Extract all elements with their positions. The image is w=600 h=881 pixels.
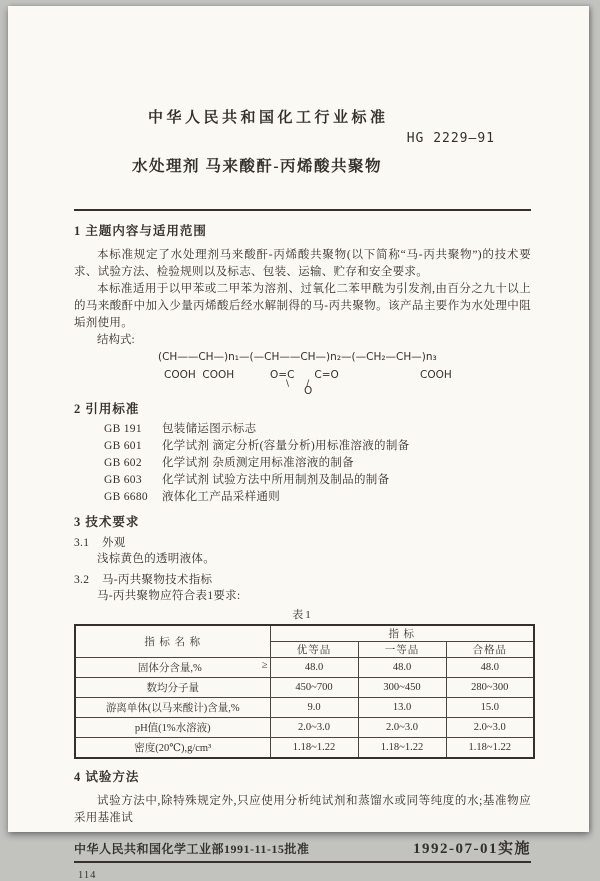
row-indicator-name <box>75 738 270 758</box>
cell-value: 1.18~1.22 <box>270 738 358 758</box>
cell-value: 15.0 <box>446 698 534 718</box>
indicator-label: 数均分子量 <box>146 683 199 694</box>
standard-code: HG 2229—91 <box>406 131 495 146</box>
cell-value: 13.0 <box>358 698 446 718</box>
cell-value: 1.18~1.22 <box>358 738 446 758</box>
cell-value: 9.0 <box>270 698 358 718</box>
cell-value: 48.0 <box>358 658 446 678</box>
cell-value: 48.0 <box>270 658 358 678</box>
cell-value: 48.0 <box>446 658 534 678</box>
section-1-paragraph-1: 本标准规定了水处理剂马来酸酐-丙烯酸共聚物(以下简称“马-丙共聚物”)的技术要求、试验方法、检验规则以及标志、包装、运输、贮存和安全要求。 <box>74 249 531 278</box>
gb-code: GB 603 <box>104 474 142 486</box>
indicator-operator: ≥ <box>261 660 268 671</box>
approval-statement: 中华人民共和国化学工业部1991-11-15批准 <box>74 841 310 856</box>
col-header-first-grade: 一等品 <box>358 642 446 658</box>
gb-code: GB 601 <box>104 440 142 452</box>
cell-value: 2.0~3.0 <box>358 718 446 738</box>
row-indicator-name <box>75 718 270 738</box>
row-indicator-name <box>75 658 270 678</box>
formula-cooh-left: COOH COOH <box>164 369 235 381</box>
gb-reference-item <box>104 489 531 506</box>
spec-table <box>74 624 535 759</box>
cell-value: 1.18~1.22 <box>446 738 534 758</box>
gb-title: 化学试剂 试验方法中所用制剂及制品的制备 <box>162 474 390 486</box>
section-3-heading: 3 技术要求 <box>74 515 140 529</box>
clause-title: 外观 <box>102 537 126 549</box>
table-row <box>75 698 534 718</box>
cell-value: 450~700 <box>270 678 358 698</box>
gb-title: 液体化工产品采样通则 <box>162 491 280 503</box>
table-row <box>75 678 534 698</box>
indicator-label: 密度(20℃),g/cm³ <box>134 742 212 754</box>
row-indicator-name <box>75 698 270 718</box>
indicator-label: 固体分含量,% <box>137 663 202 674</box>
gb-title: 包装储运图示标志 <box>162 423 257 435</box>
clause-3-1-body: 浅棕黄色的透明液体。 <box>97 553 215 565</box>
col-header-qualified-grade: 合格品 <box>446 642 534 658</box>
row-indicator-name <box>75 678 270 698</box>
referenced-standards-list <box>104 421 531 506</box>
gb-code: GB 6680 <box>104 491 148 503</box>
gb-reference-item <box>104 455 531 472</box>
formula-label: 结构式: <box>97 334 135 346</box>
formula-bridge-oxygen: O <box>304 385 313 397</box>
gb-title: 化学试剂 杂质测定用标准溶液的制备 <box>162 457 354 469</box>
formula-anhydride-carbonyls: O=C C=O <box>270 369 339 381</box>
formula-cooh-right: COOH <box>420 369 452 381</box>
table-row <box>75 738 534 758</box>
clause-number: 3.1 <box>74 537 90 549</box>
col-header-indicator-name: 指 标 名 称 <box>75 625 270 658</box>
section-4-heading: 4 试验方法 <box>74 769 140 784</box>
chemical-structure-formula <box>158 351 531 397</box>
table-row <box>75 718 534 738</box>
col-header-indicator-group: 指 标 <box>270 625 534 642</box>
standard-organization: 中华人民共和国化工行业标准 <box>148 110 389 126</box>
cell-value: 2.0~3.0 <box>270 718 358 738</box>
clause-number: 3.2 <box>74 574 90 586</box>
document-title: 水处理剂 马来酸酐-丙烯酸共聚物 <box>132 158 383 175</box>
gb-reference-item <box>104 472 531 489</box>
section-4-paragraph: 试验方法中,除特殊规定外,只应使用分析纯试剂和蒸馏水或同等纯度的水;基准物应采用基准试 <box>74 794 531 824</box>
section-2-heading: 2 引用标准 <box>74 402 140 416</box>
clause-3-1-heading <box>74 535 531 551</box>
cell-value: 280~300 <box>446 678 534 698</box>
formula-bridge-bonds: \ / <box>286 379 310 389</box>
clause-3-2-heading <box>74 572 531 588</box>
indicator-label: pH值(1%水溶液) <box>134 723 211 734</box>
indicator-label: 游离单体(以马来酸计)含量,% <box>105 703 240 714</box>
gb-code: GB 191 <box>104 423 142 435</box>
footer-rule <box>74 861 531 863</box>
cell-value: 2.0~3.0 <box>446 718 534 738</box>
table-caption: 表1 <box>292 609 313 621</box>
document-page <box>8 6 589 881</box>
gb-title: 化学试剂 滴定分析(容量分析)用标准溶液的制备 <box>162 440 410 452</box>
section-1-paragraph-2: 本标准适用于以甲苯或二甲苯为溶剂、过氧化二苯甲酰为引发剂,由百分之九十以上的马来酸酐中加入少量丙烯酸后经水解制得的马-丙共聚物。该产品主要作为水处理中阻垢剂使用。 <box>74 283 531 329</box>
approval-footer <box>74 837 531 858</box>
gb-code: GB 602 <box>104 457 142 469</box>
page-number: 114 <box>78 869 97 881</box>
gb-reference-item <box>104 421 531 438</box>
cell-value: 300~450 <box>358 678 446 698</box>
formula-chain: (CH——CH—)n₁—(—CH——CH—)n₂—(—CH₂—CH—)n₃ <box>158 351 437 363</box>
table-row <box>75 658 534 678</box>
section-1-heading: 1 主题内容与适用范围 <box>74 224 207 238</box>
table-header-row <box>75 625 534 642</box>
clause-title: 马-丙共聚物技术指标 <box>102 574 213 586</box>
header-rule <box>74 209 531 211</box>
gb-reference-item <box>104 438 531 455</box>
implementation-date: 1992-07-01实施 <box>413 840 531 857</box>
clause-3-2-body: 马-丙共聚物应符合表1要求: <box>97 590 241 602</box>
col-header-premium-grade: 优等品 <box>270 642 358 658</box>
